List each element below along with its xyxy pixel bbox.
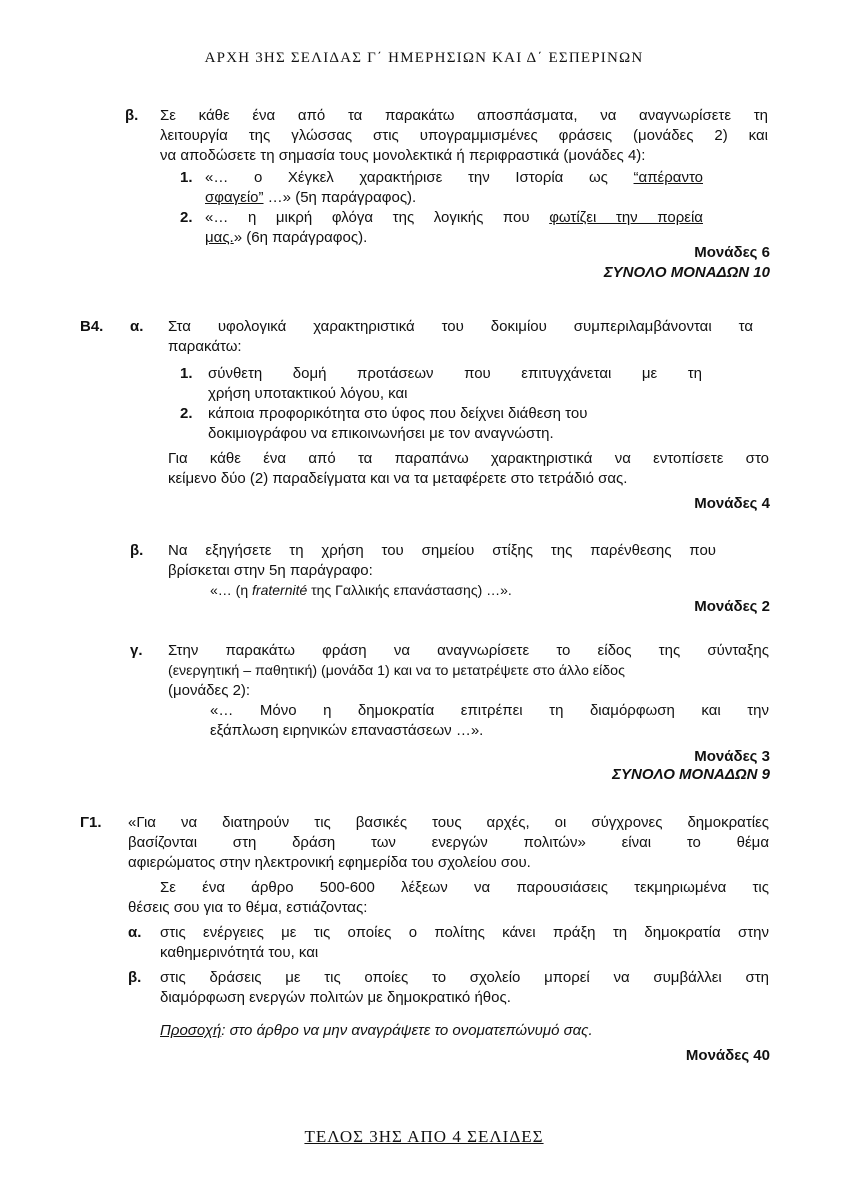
units-6: Μονάδες 6 (694, 244, 770, 261)
question-b-line-3: να αποδώσετε τη σημασία τους μονολεκτικά ή περιφραστικά (μονάδες 4): (160, 147, 646, 164)
b4-b-line-2: βρίσκεται στην 5η παράγραφο: (168, 562, 373, 579)
total-units-10: ΣΥΝΟΛΟ ΜΟΝΑΔΩΝ 10 (603, 264, 770, 281)
g1-line-2: βασίζονται στη δράση των ενεργών πολιτών» είναι το θέμα (128, 834, 769, 851)
b4-c-line-1: Στην παρακάτω φράση να αναγνωρίσετε το είδος της σύνταξης (168, 642, 769, 659)
g1-line-4: Σε ένα άρθρο 500-600 λέξεων να παρουσιάσεις τεκμηριωμένα τις (160, 879, 769, 896)
b4-a-item-2-line-1: κάποια προφορικότητα στο ύφος που δείχνει διάθεση του (208, 405, 588, 422)
g1-line-5: θέσεις σου για το θέμα, εστιάζοντας: (128, 899, 368, 916)
g1-label-b: β. (128, 969, 142, 986)
g1-a-line-2: καθημερινότητά του, και (160, 944, 319, 961)
page-footer: ΤΕΛΟΣ 3ΗΣ ΑΠΟ 4 ΣΕΛΙΔΕΣ (304, 1127, 544, 1146)
b4-a-units: Μονάδες 4 (694, 495, 770, 512)
g1-a-line-1: στις ενέργειες με τις οποίες ο πολίτης κάνει πράξη τη δημοκρατία στην (160, 924, 769, 941)
g1-units: Μονάδες 40 (685, 1047, 770, 1064)
b4-a-item-1-line-2: χρήση υποτακτικού λόγου, και (208, 385, 408, 402)
b4-a-item-2-line-2: δοκιμιογράφου να επικοινωνήσει με τον αναγνώστη. (208, 425, 554, 442)
g1-b-line-2: διαμόρφωση ενεργών πολιτών με δημοκρατικό ήθος. (160, 989, 511, 1006)
b4-c-line-2: (ενεργητική – παθητική) (μονάδα 1) και να το μετατρέψετε στο άλλο είδος (168, 663, 625, 679)
question-number-g1: Γ1. (80, 814, 102, 831)
b4-b-quote: «… (η fraternité της Γαλλικής επανάστασης) …». (210, 582, 512, 598)
total-units-9: ΣΥΝΟΛΟ ΜΟΝΑΔΩΝ 9 (612, 766, 770, 783)
b4-c-units: Μονάδες 3 (694, 748, 770, 765)
g1-line-1: «Για να διατηρούν τις βασικές τους αρχές, οι σύγχρονες δημοκρατίες (128, 814, 769, 831)
g1-b-line-1: στις δράσεις με τις οποίες το σχολείο μπορεί να συμβάλλει στη (160, 969, 769, 986)
b4-a-item-number-1: 1. (180, 365, 193, 382)
b4-a-line-4: κείμενο δύο (2) παραδείγματα και να τα μεταφέρετε στο τετράδιό σας. (168, 470, 628, 487)
item-2-line-1: «… η μικρή φλόγα της λογικής που φωτίζει την πορεία (205, 209, 703, 226)
b4-c-line-3: (μονάδες 2): (168, 682, 251, 699)
item-number-1: 1. (180, 169, 193, 186)
b4-a-line-2: παρακάτω: (168, 338, 242, 355)
b4-b-units: Μονάδες 2 (694, 598, 770, 615)
b4-b-line-1: Να εξηγήσετε τη χρήση του σημείου στίξης της παρένθεσης που (168, 542, 716, 559)
g1-note: Προσοχή: στο άρθρο να μην αναγράψετε το ονοματεπώνυμό σας. (160, 1022, 593, 1039)
question-number-b4: Β4. (80, 318, 104, 335)
b4-c-quote-line-2: εξάπλωση ειρηνικών επαναστάσεων …». (210, 722, 484, 739)
g1-label-a: α. (128, 924, 142, 941)
b4-a-item-number-2: 2. (180, 405, 193, 422)
question-b-line-2: λειτουργία της γλώσσας στις υπογραμμισμένες φράσεις (μονάδες 2) και (160, 127, 768, 144)
item-1-line-2: σφαγείο” …» (5η παράγραφος). (205, 189, 417, 206)
b4-label-a: α. (130, 318, 144, 335)
b4-a-line-1: Στα υφολογικά χαρακτηριστικά του δοκιμίου συμπεριλαμβάνονται τα (168, 318, 753, 335)
b4-label-b: β. (130, 542, 144, 559)
item-1-line-1: «… ο Χέγκελ χαρακτήρισε την Ιστορία ως “απέραντο (205, 169, 703, 186)
b4-c-quote-line-1: «… Μόνο η δημοκρατία επιτρέπει τη διαμόρφωση και την (210, 702, 769, 719)
b4-a-item-1-line-1: σύνθετη δομή προτάσεων που επιτυγχάνεται με τη (208, 365, 702, 382)
question-label-b: β. (125, 107, 139, 124)
question-b-line-1: Σε κάθε ένα από τα παρακάτω αποσπάσματα, να αναγνωρίσετε τη (160, 107, 768, 124)
g1-line-3: αφιερώματος στην ηλεκτρονική εφημερίδα του σχολείου σου. (128, 854, 531, 871)
b4-label-c: γ. (130, 642, 143, 659)
item-2-line-2: μας.» (6η παράγραφος). (205, 229, 368, 246)
item-number-2: 2. (180, 209, 193, 226)
b4-a-line-3: Για κάθε ένα από τα παραπάνω χαρακτηριστικά να εντοπίσετε στο (168, 450, 769, 467)
page-header: ΑΡΧΗ 3ΗΣ ΣΕΛΙΔΑΣ Γ΄ ΗΜΕΡΗΣΙΩΝ ΚΑΙ Δ΄ ΕΣΠΕΡΙΝΩΝ (204, 50, 644, 66)
